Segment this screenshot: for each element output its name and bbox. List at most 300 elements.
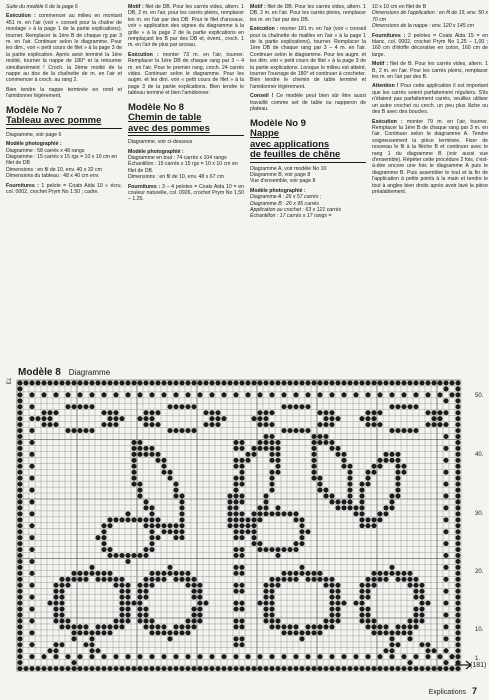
- filled-cell: [275, 666, 280, 671]
- filled-cell: [245, 392, 250, 397]
- filled-cell: [263, 505, 268, 510]
- filled-cell: [173, 404, 178, 409]
- filled-cell: [239, 482, 244, 487]
- filled-cell: [371, 624, 376, 629]
- filled-cell: [107, 624, 112, 629]
- filled-cell: [89, 642, 94, 647]
- filled-cell: [251, 523, 256, 528]
- filled-cell: [365, 517, 370, 522]
- filled-cell: [443, 386, 448, 391]
- filled-cell: [377, 380, 382, 385]
- filled-cell: [299, 517, 304, 522]
- filled-cell: [107, 410, 112, 415]
- filled-cell: [377, 654, 382, 659]
- filled-cell: [329, 666, 334, 671]
- filled-cell: [293, 511, 298, 516]
- filled-cell: [179, 404, 184, 409]
- filled-cell: [275, 547, 280, 552]
- filled-cell: [65, 380, 70, 385]
- filled-cell: [311, 624, 316, 629]
- filled-cell: [17, 410, 22, 415]
- model-7-photo-label: Modèle photographié :: [6, 141, 62, 148]
- filled-cell: [329, 613, 334, 618]
- filled-cell: [365, 470, 370, 475]
- filled-cell: [347, 470, 352, 475]
- filled-cell: [275, 511, 280, 516]
- filled-cell: [167, 529, 172, 534]
- filled-cell: [389, 452, 394, 457]
- filled-cell: [149, 410, 154, 415]
- filled-cell: [407, 630, 412, 635]
- filled-cell: [365, 577, 370, 582]
- filled-cell: [401, 470, 406, 475]
- filled-cell: [293, 428, 298, 433]
- filled-cell: [239, 458, 244, 463]
- filled-cell: [191, 613, 196, 618]
- filled-cell: [443, 666, 448, 671]
- filled-cell: [143, 517, 148, 522]
- filled-cell: [455, 547, 460, 552]
- filled-cell: [125, 380, 130, 385]
- filled-cell: [413, 380, 418, 385]
- filled-cell: [263, 422, 268, 427]
- filled-cell: [227, 380, 232, 385]
- filled-cell: [137, 666, 142, 671]
- filled-cell: [269, 452, 274, 457]
- filled-cell: [185, 654, 190, 659]
- filled-cell: [383, 452, 388, 457]
- filled-cell: [383, 630, 388, 635]
- filled-cell: [413, 666, 418, 671]
- filled-cell: [269, 476, 274, 481]
- filled-cell: [371, 517, 376, 522]
- filled-cell: [263, 547, 268, 552]
- filled-cell: [311, 470, 316, 475]
- filled-cell: [137, 607, 142, 612]
- filled-cell: [29, 476, 34, 481]
- filled-cell: [131, 452, 136, 457]
- fournitures-text: 2 pelotes = Coats Aida 15 = en blanc, col. 0002, crochet Prym No 1,25 – 1,00 ; 160 cm d'étoffe décorative en coton, 160 cm de large.: [372, 32, 488, 58]
- filled-cell: [323, 494, 328, 499]
- filled-cell: [173, 523, 178, 528]
- filled-cell: [413, 624, 418, 629]
- filled-cell: [317, 577, 322, 582]
- filled-cell: [269, 589, 274, 594]
- filled-cell: [185, 666, 190, 671]
- filled-cell: [17, 630, 22, 635]
- filled-cell: [101, 541, 106, 546]
- filled-cell: [257, 446, 262, 451]
- filled-cell: [53, 607, 58, 612]
- filled-cell: [215, 422, 220, 427]
- filled-cell: [35, 380, 40, 385]
- filled-cell: [371, 410, 376, 415]
- filled-cell: [143, 553, 148, 558]
- filled-cell: [95, 624, 100, 629]
- filled-cell: [239, 547, 244, 552]
- filled-cell: [137, 589, 142, 594]
- filled-cell: [149, 416, 154, 421]
- filled-cell: [149, 577, 154, 582]
- filled-cell: [131, 601, 136, 606]
- filled-cell: [389, 666, 394, 671]
- filled-cell: [197, 618, 202, 623]
- filled-cell: [125, 583, 130, 588]
- filled-cell: [419, 589, 424, 594]
- page-number: 7: [471, 686, 477, 696]
- filled-cell: [17, 577, 22, 582]
- filled-cell: [323, 416, 328, 421]
- filled-cell: [341, 392, 346, 397]
- filled-cell: [89, 565, 94, 570]
- filled-cell: [431, 380, 436, 385]
- filled-cell: [359, 488, 364, 493]
- filled-cell: [137, 553, 142, 558]
- filled-cell: [173, 494, 178, 499]
- filled-cell: [113, 553, 118, 558]
- filled-cell: [299, 571, 304, 576]
- filled-cell: [227, 511, 232, 516]
- filled-cell: [29, 404, 34, 409]
- filled-cell: [65, 577, 70, 582]
- filled-cell: [167, 666, 172, 671]
- filled-cell: [311, 452, 316, 457]
- filled-cell: [59, 642, 64, 647]
- filled-cell: [347, 476, 352, 481]
- filled-cell: [29, 488, 34, 493]
- filled-cell: [293, 577, 298, 582]
- filled-cell: [359, 499, 364, 504]
- filled-cell: [269, 624, 274, 629]
- filled-cell: [239, 511, 244, 516]
- filled-cell: [269, 511, 274, 516]
- filled-cell: [125, 654, 130, 659]
- filled-cell: [233, 511, 238, 516]
- filled-cell: [335, 601, 340, 606]
- filled-cell: [395, 452, 400, 457]
- filled-cell: [95, 666, 100, 671]
- filled-cell: [59, 624, 64, 629]
- filled-cell: [17, 613, 22, 618]
- filled-cell: [269, 488, 274, 493]
- filled-cell: [275, 583, 280, 588]
- filled-cell: [401, 404, 406, 409]
- filled-cell: [443, 601, 448, 606]
- filled-cell: [167, 565, 172, 570]
- filled-cell: [449, 654, 454, 659]
- filled-cell: [155, 535, 160, 540]
- filled-cell: [125, 595, 130, 600]
- filled-cell: [269, 607, 274, 612]
- filled-cell: [275, 618, 280, 623]
- filled-cell: [143, 452, 148, 457]
- filled-cell: [275, 470, 280, 475]
- filled-cell: [287, 666, 292, 671]
- filled-cell: [383, 458, 388, 463]
- filled-cell: [113, 654, 118, 659]
- filled-cell: [269, 440, 274, 445]
- filled-cell: [431, 416, 436, 421]
- filled-cell: [191, 666, 196, 671]
- filled-cell: [347, 499, 352, 504]
- filled-cell: [299, 404, 304, 409]
- filled-cell: [125, 517, 130, 522]
- filled-cell: [407, 618, 412, 623]
- filled-cell: [359, 666, 364, 671]
- filled-cell: [59, 613, 64, 618]
- filled-cell: [245, 452, 250, 457]
- filled-cell: [317, 410, 322, 415]
- filled-cell: [233, 380, 238, 385]
- filled-cell: [239, 565, 244, 570]
- filled-cell: [269, 613, 274, 618]
- filled-cell: [455, 398, 460, 403]
- filled-cell: [455, 428, 460, 433]
- filled-cell: [359, 523, 364, 528]
- filled-cell: [323, 488, 328, 493]
- filled-cell: [365, 613, 370, 618]
- filled-cell: [341, 452, 346, 457]
- filled-cell: [101, 422, 106, 427]
- filled-cell: [77, 571, 82, 576]
- filled-cell: [17, 618, 22, 623]
- filled-cell: [455, 494, 460, 499]
- execution-label: Exécution :: [250, 26, 279, 33]
- filled-cell: [275, 446, 280, 451]
- filled-cell: [179, 666, 184, 671]
- motif-paragraph: [128, 4, 244, 49]
- row-label-20: 20.: [475, 569, 484, 575]
- filled-cell: [71, 380, 76, 385]
- filled-cell: [407, 571, 412, 576]
- filled-cell: [419, 618, 424, 623]
- filled-cell: [377, 410, 382, 415]
- filled-cell: [179, 511, 184, 516]
- filled-cell: [293, 624, 298, 629]
- filled-cell: [395, 380, 400, 385]
- filled-cell: [287, 571, 292, 576]
- filled-cell: [407, 583, 412, 588]
- filled-cell: [83, 630, 88, 635]
- filled-cell: [281, 654, 286, 659]
- filled-cell: [17, 642, 22, 647]
- filled-cell: [311, 440, 316, 445]
- filled-cell: [365, 380, 370, 385]
- filled-cell: [83, 571, 88, 576]
- filled-cell: [263, 494, 268, 499]
- filled-cell: [95, 648, 100, 653]
- filled-cell: [143, 624, 148, 629]
- filled-cell: [311, 446, 316, 451]
- filled-cell: [47, 380, 52, 385]
- filled-cell: [305, 428, 310, 433]
- filled-cell: [455, 452, 460, 457]
- filled-cell: [293, 571, 298, 576]
- filled-cell: [149, 624, 154, 629]
- filled-cell: [209, 410, 214, 415]
- filled-cell: [227, 523, 232, 528]
- motif-text: filet de B. Pour les carrés vides, altern. 1 B, 2 m. en l'air. Pour les carrés pleins, remplacer les m. en l'air par des B.: [372, 61, 488, 81]
- filled-cell: [281, 392, 286, 397]
- filled-cell: [263, 589, 268, 594]
- filled-cell: [305, 529, 310, 534]
- attention-paragraph: [372, 83, 488, 115]
- filled-cell: [107, 547, 112, 552]
- filled-cell: [269, 446, 274, 451]
- filled-cell: [155, 410, 160, 415]
- filled-cell: [161, 630, 166, 635]
- filled-cell: [41, 416, 46, 421]
- filled-cell: [125, 553, 130, 558]
- filled-cell: [305, 630, 310, 635]
- filled-cell: [173, 630, 178, 635]
- filled-cell: [401, 624, 406, 629]
- filled-cell: [227, 505, 232, 510]
- filled-cell: [263, 440, 268, 445]
- filled-cell: [443, 624, 448, 629]
- filled-cell: [95, 630, 100, 635]
- filled-cell: [185, 380, 190, 385]
- filled-cell: [317, 624, 322, 629]
- motif-paragraph: [372, 61, 488, 80]
- filled-cell: [413, 392, 418, 397]
- filled-cell: [29, 392, 34, 397]
- row-label-10: 10.: [475, 627, 484, 633]
- filled-cell: [419, 666, 424, 671]
- filled-cell: [437, 392, 442, 397]
- filled-cell: [455, 618, 460, 623]
- filled-cell: [191, 618, 196, 623]
- filled-cell: [311, 380, 316, 385]
- filled-cell: [377, 464, 382, 469]
- filled-cell: [59, 607, 64, 612]
- filled-cell: [143, 607, 148, 612]
- filled-cell: [203, 601, 208, 606]
- model-9-spec-line: Dimensions de l'application : en fil de 15, env. 50 x 70 cm: [372, 10, 488, 23]
- filled-cell: [365, 595, 370, 600]
- filled-cell: [359, 416, 364, 421]
- filled-cell: [317, 654, 322, 659]
- filled-cell: [149, 452, 154, 457]
- filled-cell: [293, 654, 298, 659]
- filled-cell: [365, 482, 370, 487]
- filled-cell: [359, 583, 364, 588]
- filled-cell: [443, 398, 448, 403]
- model-7-photo-line: Dimensions : en fil de 10, env. 40 x 32 cm: [6, 166, 102, 173]
- filled-cell: [347, 380, 352, 385]
- filled-cell: [239, 470, 244, 475]
- filled-cell: [179, 523, 184, 528]
- filled-cell: [341, 464, 346, 469]
- bottom-count-label: (181): [470, 662, 487, 669]
- filled-cell: [137, 482, 142, 487]
- filled-cell: [401, 577, 406, 582]
- filled-cell: [443, 517, 448, 522]
- filled-cell: [287, 511, 292, 516]
- filled-cell: [239, 607, 244, 612]
- filled-cell: [65, 392, 70, 397]
- filled-cell: [431, 648, 436, 653]
- filled-cell: [365, 607, 370, 612]
- filled-cell: [347, 488, 352, 493]
- filled-cell: [245, 529, 250, 534]
- filled-cell: [305, 654, 310, 659]
- filled-cell: [281, 624, 286, 629]
- filled-cell: [455, 416, 460, 421]
- filled-cell: [143, 666, 148, 671]
- filled-cell: [113, 577, 118, 582]
- filled-cell: [443, 482, 448, 487]
- filled-cell: [395, 476, 400, 481]
- filled-cell: [53, 642, 58, 647]
- filled-cell: [281, 511, 286, 516]
- filled-cell: [455, 613, 460, 618]
- filled-cell: [365, 654, 370, 659]
- filled-cell: [17, 452, 22, 457]
- filled-cell: [101, 535, 106, 540]
- filled-cell: [119, 577, 124, 582]
- filled-cell: [95, 535, 100, 540]
- motif-label: Motif :: [372, 61, 389, 68]
- filled-cell: [335, 380, 340, 385]
- filled-cell: [329, 607, 334, 612]
- filled-cell: [107, 577, 112, 582]
- filled-cell: [137, 618, 142, 623]
- filled-cell: [215, 410, 220, 415]
- filled-cell: [17, 601, 22, 606]
- filled-cell: [233, 529, 238, 534]
- filled-cell: [107, 666, 112, 671]
- filled-cell: [305, 666, 310, 671]
- filled-cell: [191, 583, 196, 588]
- filled-cell: [29, 416, 34, 421]
- filled-cell: [29, 642, 34, 647]
- filled-cell: [455, 636, 460, 641]
- filled-cell: [77, 404, 82, 409]
- filled-cell: [443, 660, 448, 665]
- filled-cell: [323, 410, 328, 415]
- filled-cell: [359, 613, 364, 618]
- filled-cell: [167, 380, 172, 385]
- filled-cell: [335, 618, 340, 623]
- filled-cell: [455, 440, 460, 445]
- filled-cell: [395, 624, 400, 629]
- filled-cell: [407, 624, 412, 629]
- filled-cell: [113, 618, 118, 623]
- filled-cell: [389, 458, 394, 463]
- motif-label: Motif :: [128, 4, 144, 10]
- filled-cell: [335, 446, 340, 451]
- filled-cell: [455, 535, 460, 540]
- model-7-fournitures: [6, 183, 122, 196]
- filled-cell: [383, 511, 388, 516]
- filled-cell: [419, 601, 424, 606]
- filled-cell: [323, 434, 328, 439]
- filled-cell: [275, 452, 280, 457]
- filled-cell: [257, 511, 262, 516]
- filled-cell: [443, 613, 448, 618]
- filled-cell: [17, 535, 22, 540]
- filled-cell: [89, 428, 94, 433]
- filled-cell: [239, 464, 244, 469]
- filled-cell: [149, 583, 154, 588]
- filled-cell: [257, 422, 262, 427]
- footer-section: Explications: [428, 689, 466, 696]
- filled-cell: [353, 601, 358, 606]
- text-column-4: [372, 4, 488, 198]
- filled-cell: [161, 654, 166, 659]
- filled-cell: [53, 392, 58, 397]
